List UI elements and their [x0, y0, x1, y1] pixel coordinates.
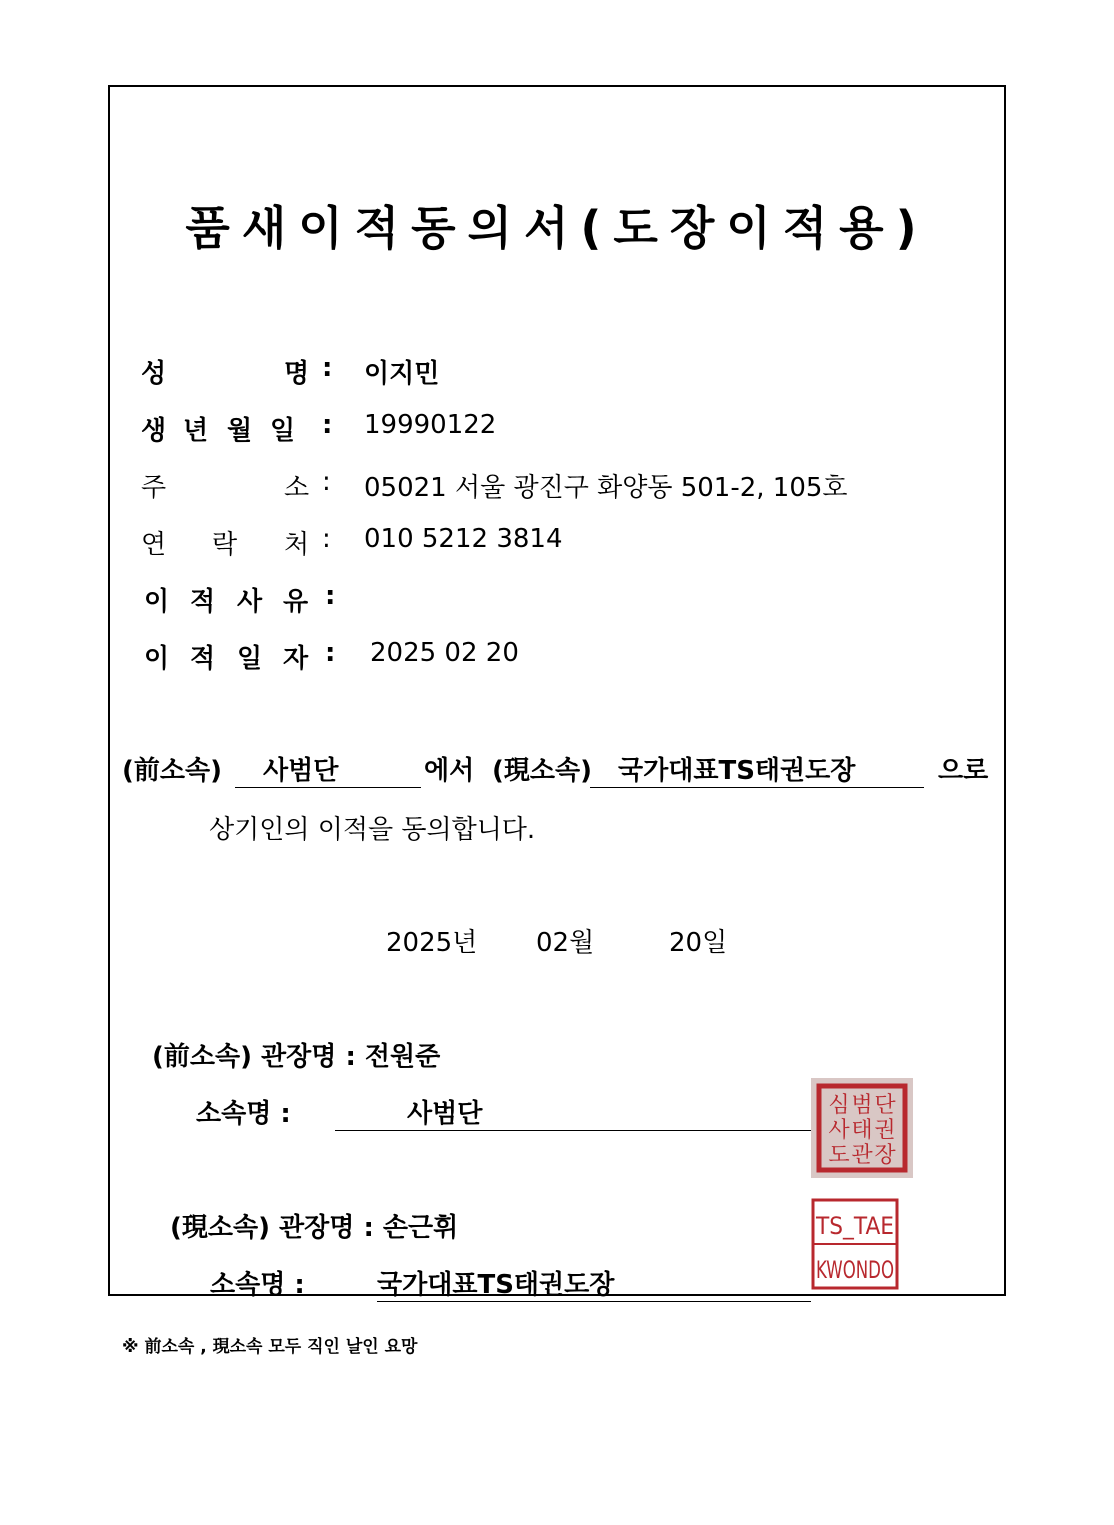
prev-seal-char-6: 권 [874, 1118, 896, 1143]
sign-day: 20일 [669, 928, 728, 958]
cur-seal-stamp [811, 1198, 899, 1290]
prev-seal-char-8: 관 [851, 1143, 873, 1168]
consent-statement: 상기인의 이적을 동의합니다. [209, 815, 536, 845]
label-contact-3: 처 [284, 530, 310, 560]
label-name-1: 성 [141, 359, 167, 389]
prev-affiliation-label: (前소속) [122, 756, 222, 786]
label-address-1: 주 [141, 473, 167, 503]
prev-seal-char-2: 범 [851, 1093, 873, 1118]
prev-affil-name-value: 사범단 [335, 1093, 811, 1131]
colon-birth: : [322, 410, 333, 440]
colon-date: : [325, 638, 336, 668]
to-text: 으로 [938, 756, 989, 786]
label-birth-4: 일 [270, 416, 296, 446]
label-birth-2: 년 [183, 416, 209, 446]
value-name: 이지민 [364, 359, 440, 389]
prev-seal-stamp [811, 1078, 913, 1178]
cur-affil-name-value: 국가대표TS태권도장 [377, 1264, 811, 1302]
label-address-2: 소 [284, 473, 310, 503]
cur-seal-line-2: KWONDO [816, 1256, 894, 1284]
label-contact-2: 락 [212, 530, 238, 560]
colon-name: : [322, 353, 333, 383]
document-title: 품새이적동의서(도장이적용) [185, 201, 929, 255]
from-text: 에서 [424, 756, 475, 786]
prev-seal-char-1: 심 [828, 1093, 850, 1118]
value-address: 05021 서울 광진구 화양동 501-2, 105호 [364, 473, 848, 503]
value-contact: 010 5212 3814 [364, 524, 563, 554]
colon-address: : [322, 467, 331, 497]
label-contact-1: 연 [141, 530, 167, 560]
sign-month: 02월 [536, 928, 595, 958]
label-date-2: 적 [190, 644, 216, 674]
label-date-4: 자 [283, 644, 309, 674]
cur-affiliation-label: (現소속) [492, 756, 592, 786]
cur-director-label: (現소속) 관장명 : 손근휘 [170, 1213, 459, 1243]
label-reason-3: 사 [237, 587, 263, 617]
colon-reason: : [325, 581, 336, 611]
label-reason-4: 유 [283, 587, 309, 617]
label-date-1: 이 [144, 644, 170, 674]
label-birth-3: 월 [227, 416, 253, 446]
label-date-3: 일 [237, 644, 263, 674]
label-name-2: 명 [284, 359, 310, 389]
prev-affil-name-label: 소속명 : [196, 1099, 291, 1129]
cur-affiliation-value: 국가대표TS태권도장 [590, 750, 924, 788]
sign-year: 2025년 [386, 928, 478, 958]
prev-seal-char-4: 사 [828, 1118, 850, 1143]
prev-seal-char-7: 도 [828, 1143, 850, 1168]
label-birth-1: 생 [141, 416, 167, 446]
prev-seal-char-3: 단 [874, 1093, 896, 1118]
prev-affiliation-value: 사범단 [235, 750, 421, 788]
value-birth: 19990122 [364, 410, 497, 440]
prev-seal-char-5: 태 [851, 1118, 873, 1143]
prev-director-label: (前소속) 관장명 : 전원준 [152, 1042, 441, 1072]
colon-contact: : [322, 524, 331, 554]
label-reason-1: 이 [144, 587, 170, 617]
prev-seal-char-9: 장 [874, 1143, 896, 1168]
cur-affil-name-label: 소속명 : [210, 1270, 305, 1300]
cur-seal-line-1: TS_TAE [815, 1212, 894, 1240]
label-reason-2: 적 [190, 587, 216, 617]
footnote: ※ 前소속 , 現소속 모두 직인 날인 요망 [122, 1337, 418, 1357]
value-date: 2025 02 20 [370, 638, 519, 668]
